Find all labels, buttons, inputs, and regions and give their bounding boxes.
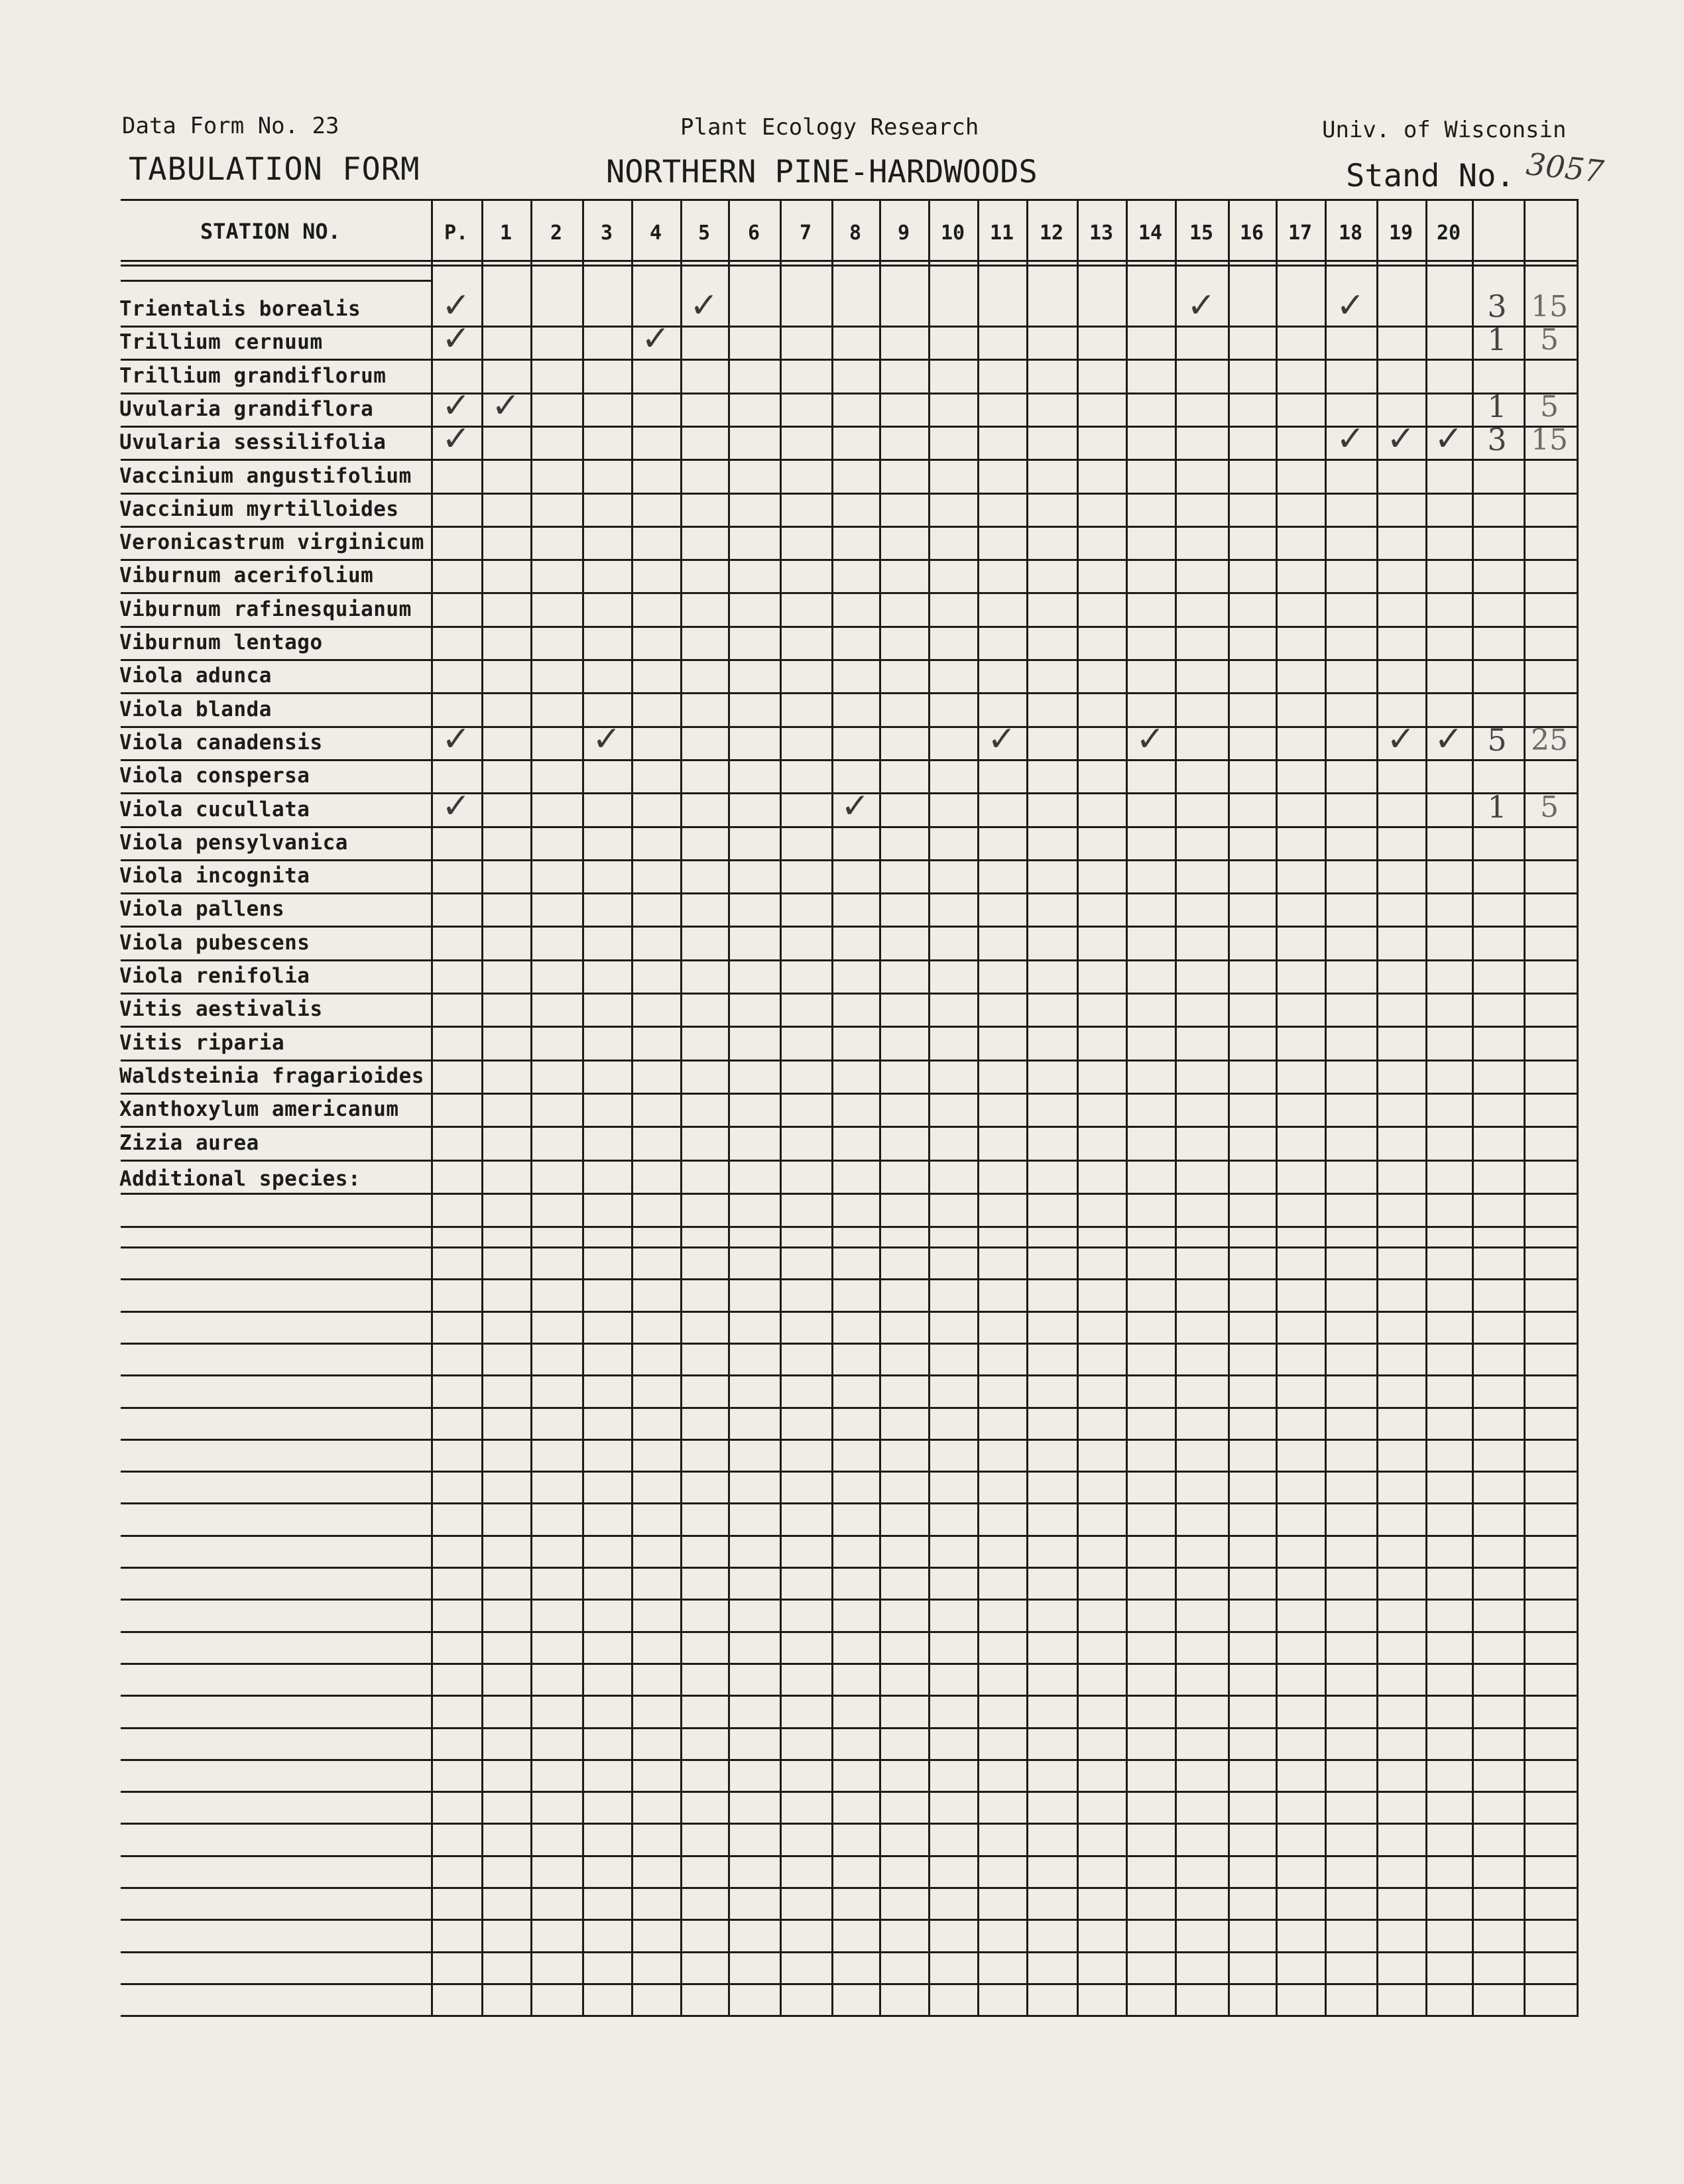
- species-name: Viola conspersa: [119, 764, 310, 788]
- column-rule: [1325, 199, 1327, 2017]
- check-mark: ✓: [1386, 719, 1415, 759]
- station-count: 1: [1487, 789, 1507, 825]
- row-rule: [121, 1193, 1577, 1195]
- column-rule: [1425, 199, 1427, 2017]
- station-count: 1: [1487, 322, 1507, 357]
- row-rule: [121, 1026, 1577, 1028]
- row-rule: [121, 926, 1577, 928]
- row-rule: [121, 1407, 1577, 1409]
- row-rule: [121, 1599, 1577, 1601]
- check-mark: ✓: [1336, 286, 1365, 326]
- row-rule: [121, 1695, 1577, 1697]
- form-number: Data Form No. 23: [122, 113, 339, 139]
- check-mark: ✓: [491, 386, 520, 426]
- column-header: 16: [1239, 221, 1264, 245]
- column-header: 13: [1089, 221, 1114, 245]
- row-rule: [121, 359, 1577, 361]
- column-rule: [1228, 199, 1230, 2017]
- table-right-rule: [1577, 199, 1579, 2017]
- column-rule: [1376, 199, 1378, 2017]
- row-rule: [121, 692, 1577, 694]
- row-rule: [121, 626, 1577, 628]
- species-name: Viburnum lentago: [119, 631, 323, 654]
- frequency-percent: 15: [1531, 423, 1568, 457]
- column-rule: [1472, 199, 1474, 2017]
- species-name: Viola pubescens: [119, 931, 310, 955]
- header-double-rule: [121, 265, 1577, 267]
- row-rule: [121, 1727, 1577, 1729]
- species-name: Trillium cernuum: [119, 330, 323, 354]
- check-mark: ✓: [1136, 719, 1165, 759]
- row-rule: [121, 592, 1577, 594]
- check-mark: ✓: [442, 419, 471, 459]
- column-rule: [530, 199, 532, 2017]
- column-header: 18: [1338, 221, 1363, 245]
- frequency-percent: 5: [1540, 790, 1559, 824]
- species-name: Xanthoxylum americanum: [119, 1097, 399, 1121]
- column-header: 4: [649, 221, 662, 245]
- row-rule: [121, 1343, 1577, 1345]
- frequency-percent: 5: [1540, 390, 1559, 424]
- frequency-percent: 25: [1531, 723, 1568, 757]
- species-name: Vitis riparia: [119, 1031, 285, 1055]
- column-header: 7: [799, 221, 812, 245]
- row-rule: [121, 1983, 1577, 1985]
- column-rule: [728, 199, 730, 2017]
- row-rule: [121, 1535, 1577, 1537]
- column-rule: [481, 199, 483, 2017]
- species-name: Viola blanda: [119, 698, 272, 721]
- row-rule: [121, 1439, 1577, 1441]
- column-header: 6: [747, 221, 760, 245]
- row-rule: [121, 1567, 1577, 1569]
- row-rule: [121, 1502, 1577, 1504]
- species-name: Viola adunca: [119, 664, 272, 688]
- row-rule: [121, 1060, 1577, 1062]
- species-name: Vaccinium myrtilloides: [119, 497, 399, 521]
- row-rule: [121, 826, 1577, 828]
- species-name: Waldsteinia fragarioides: [119, 1064, 424, 1088]
- column-header: 10: [940, 221, 965, 245]
- table-top-rule: [121, 199, 1577, 201]
- row-rule: [121, 1791, 1577, 1793]
- column-header: 9: [897, 221, 910, 245]
- row-rule: [121, 659, 1577, 661]
- row-rule: [121, 1887, 1577, 1889]
- species-name: Veronicastrum virginicum: [119, 530, 424, 554]
- frequency-percent: 15: [1531, 290, 1568, 324]
- row-rule: [121, 1226, 1577, 1228]
- row-rule: [121, 1823, 1577, 1825]
- section-title: NORTHERN PINE-HARDWOODS: [606, 154, 1038, 190]
- column-rule: [1077, 199, 1079, 2017]
- species-name: Viburnum rafinesquianum: [119, 597, 412, 621]
- row-rule: [121, 1663, 1577, 1665]
- check-mark: ✓: [987, 719, 1016, 759]
- row-rule: [121, 1246, 1577, 1248]
- column-rule: [680, 199, 682, 2017]
- species-name: Uvularia grandiflora: [119, 397, 374, 421]
- check-mark: ✓: [690, 286, 719, 326]
- form-title: TABULATION FORM: [129, 151, 420, 188]
- column-rule: [879, 199, 881, 2017]
- species-name: Viola incognita: [119, 864, 310, 888]
- column-header: 5: [697, 221, 711, 245]
- station-count: 3: [1487, 288, 1507, 324]
- label-underline: [121, 280, 431, 282]
- row-rule: [121, 493, 1577, 495]
- column-rule: [1524, 199, 1526, 2017]
- check-mark: ✓: [1434, 419, 1463, 459]
- row-rule: [121, 759, 1577, 761]
- station-count: 1: [1487, 389, 1507, 424]
- species-name: Uvularia sessilifolia: [119, 430, 387, 454]
- column-rule: [928, 199, 930, 2017]
- column-header: 8: [849, 221, 862, 245]
- column-header: P.: [444, 221, 469, 245]
- row-rule: [121, 1126, 1577, 1128]
- row-rule: [121, 326, 1577, 328]
- column-rule: [1126, 199, 1128, 2017]
- column-header: 1: [499, 221, 512, 245]
- column-header: 2: [550, 221, 563, 245]
- column-rule: [582, 199, 584, 2017]
- species-name: Viola pallens: [119, 897, 285, 921]
- row-rule: [121, 1093, 1577, 1095]
- check-mark: ✓: [1434, 719, 1463, 759]
- row-rule: [121, 1311, 1577, 1313]
- row-rule: [121, 1278, 1577, 1280]
- check-mark: ✓: [442, 386, 471, 426]
- row-rule: [121, 892, 1577, 894]
- column-header: 19: [1388, 221, 1413, 245]
- check-mark: ✓: [641, 319, 670, 359]
- frequency-percent: 5: [1540, 323, 1559, 357]
- species-name: Viola cucullata: [119, 798, 310, 821]
- column-rule: [631, 199, 633, 2017]
- species-name: Vaccinium angustifolium: [119, 464, 412, 488]
- row-rule: [121, 526, 1577, 528]
- species-name: Zizia aurea: [119, 1131, 259, 1155]
- row-rule: [121, 393, 1577, 394]
- check-mark: ✓: [1386, 419, 1415, 459]
- row-rule: [121, 559, 1577, 561]
- column-header: 20: [1436, 221, 1461, 245]
- row-rule: [121, 726, 1577, 728]
- station-count: 3: [1487, 422, 1507, 457]
- check-mark: ✓: [1336, 419, 1365, 459]
- row-rule: [121, 959, 1577, 961]
- column-header: 11: [989, 221, 1014, 245]
- species-name: Trillium grandiflorum: [119, 364, 387, 388]
- species-name: Viburnum acerifolium: [119, 564, 374, 587]
- species-name: Trientalis borealis: [119, 297, 361, 321]
- column-header: 14: [1138, 221, 1163, 245]
- check-mark: ✓: [841, 786, 870, 826]
- check-mark: ✓: [442, 286, 471, 326]
- row-rule: [121, 859, 1577, 861]
- column-rule: [431, 199, 433, 2017]
- station-count: 5: [1487, 722, 1507, 758]
- check-mark: ✓: [442, 719, 471, 759]
- species-name: Additional species:: [119, 1167, 361, 1191]
- row-rule: [121, 1374, 1577, 1376]
- row-rule: [121, 1471, 1577, 1473]
- row-rule: [121, 993, 1577, 995]
- column-rule: [1175, 199, 1177, 2017]
- row-rule: [121, 1631, 1577, 1633]
- column-header: 15: [1189, 221, 1214, 245]
- column-header: 17: [1288, 221, 1313, 245]
- check-mark: ✓: [442, 319, 471, 359]
- check-mark: ✓: [1187, 286, 1216, 326]
- check-mark: ✓: [592, 719, 621, 759]
- stand-number-value: 3057: [1524, 146, 1606, 190]
- column-header: 3: [600, 221, 613, 245]
- row-rule: [121, 1160, 1577, 1162]
- column-rule: [831, 199, 833, 2017]
- species-name: Viola renifolia: [119, 964, 310, 988]
- row-rule: [121, 2015, 1577, 2017]
- species-name: Vitis aestivalis: [119, 997, 323, 1021]
- row-rule: [121, 1759, 1577, 1761]
- column-rule: [1276, 199, 1278, 2017]
- row-rule: [121, 1919, 1577, 1921]
- row-rule: [121, 1951, 1577, 1953]
- species-name: Viola canadensis: [119, 731, 323, 755]
- column-rule: [1026, 199, 1028, 2017]
- species-name: Viola pensylvanica: [119, 831, 348, 855]
- row-rule: [121, 1855, 1577, 1857]
- column-rule: [977, 199, 979, 2017]
- check-mark: ✓: [442, 786, 471, 826]
- research-title: Plant Ecology Research: [680, 114, 979, 141]
- stand-number-label: Stand No.: [1346, 158, 1515, 194]
- column-rule: [780, 199, 782, 2017]
- station-number-header: STATION NO.: [200, 219, 341, 244]
- row-rule: [121, 459, 1577, 461]
- header-rule: [121, 260, 1577, 262]
- university-name: Univ. of Wisconsin: [1322, 117, 1567, 143]
- column-header: 12: [1039, 221, 1064, 245]
